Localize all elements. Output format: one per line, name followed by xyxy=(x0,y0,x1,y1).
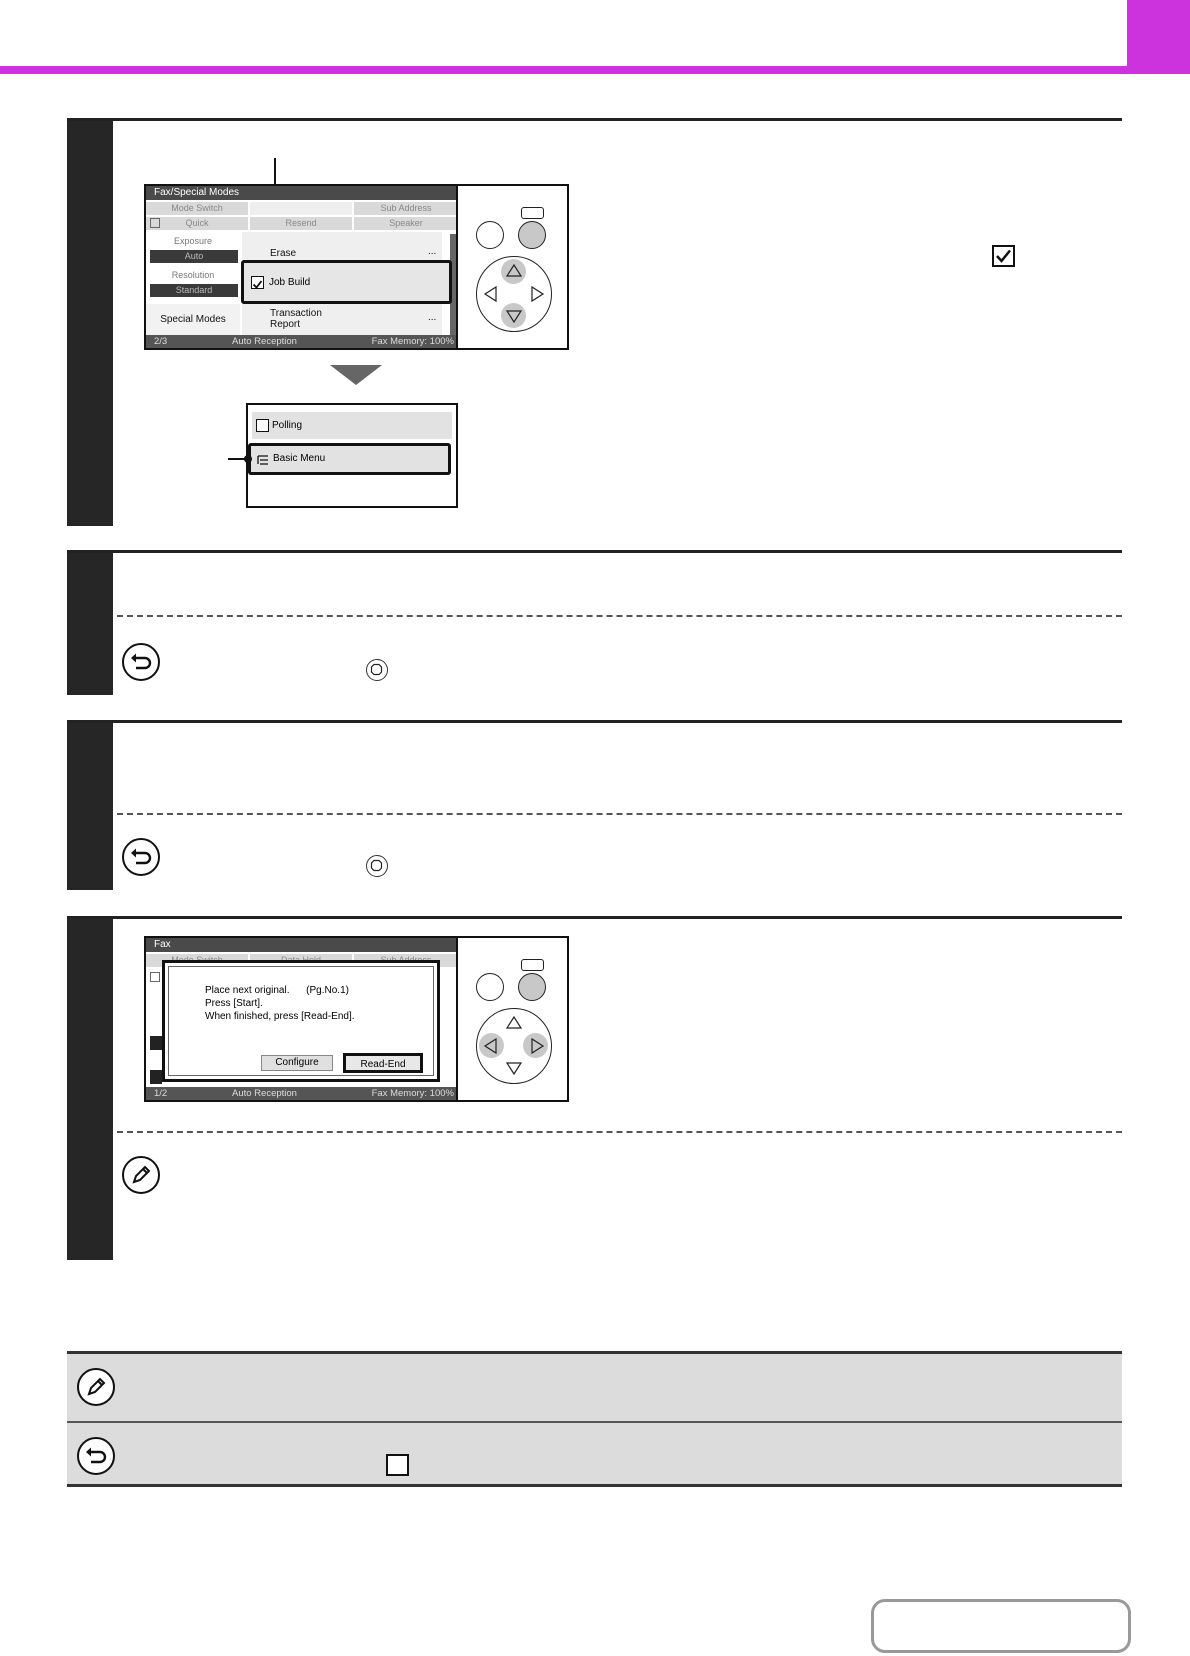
job-build-highlight[interactable] xyxy=(241,260,452,304)
configure-button[interactable]: Configure xyxy=(261,1055,333,1071)
contents-button[interactable] xyxy=(871,1599,1131,1653)
step-2-number-bar xyxy=(67,553,113,695)
address-book-icon xyxy=(150,218,160,228)
status-memory: Fax Memory: 100% xyxy=(371,336,454,347)
return-arrow-icon xyxy=(77,1437,115,1475)
left-dark-block xyxy=(150,1070,162,1084)
step-2-divider xyxy=(117,615,1122,617)
transaction-ellipsis: ... xyxy=(428,312,437,323)
operation-keypad xyxy=(456,184,569,350)
resend-tab[interactable]: Resend xyxy=(250,217,352,230)
basic-menu-label: Basic Menu xyxy=(273,453,326,464)
step-4-number-bar xyxy=(67,919,113,1260)
special-modes-button[interactable]: Special Modes xyxy=(146,304,240,336)
cancel-note-bar xyxy=(67,1421,1122,1487)
direction-pad[interactable] xyxy=(476,1008,552,1084)
erase-ellipsis: ... xyxy=(428,246,437,257)
checkbox-empty-icon xyxy=(256,419,269,432)
ok-key[interactable] xyxy=(518,973,546,1001)
dialog-line-3: When finished, press [Read-End]. xyxy=(205,1011,355,1022)
menu-key[interactable] xyxy=(521,207,544,219)
status-memory: Fax Memory: 100% xyxy=(371,1088,454,1099)
left-dark-block xyxy=(150,1036,162,1050)
next-original-dialog xyxy=(162,960,440,1082)
step-2 xyxy=(67,550,1122,695)
header-accent-bar xyxy=(0,66,1190,74)
checkbox-empty-icon xyxy=(386,1454,409,1476)
basic-menu-icon xyxy=(257,454,269,466)
panel-title: Fax/Special Modes xyxy=(146,186,456,200)
status-reception: Auto Reception xyxy=(232,1088,297,1099)
panel-title: Fax xyxy=(146,938,456,952)
ok-key[interactable] xyxy=(518,221,546,249)
arrow-down-indicator xyxy=(330,365,382,385)
status-reception: Auto Reception xyxy=(232,336,297,347)
polling-item[interactable] xyxy=(252,412,452,439)
exposure-label: Exposure xyxy=(173,236,213,246)
status-bar xyxy=(146,335,456,348)
dialog-line-2: Press [Start]. xyxy=(205,998,263,1009)
job-build-label: Job Build xyxy=(269,277,311,288)
quick-tab[interactable]: Quick xyxy=(146,217,248,230)
step-3 xyxy=(67,720,1122,890)
checkbox-checked-icon xyxy=(251,276,264,289)
mode-switch-tab[interactable]: Mode Switch xyxy=(146,202,248,215)
clear-key[interactable] xyxy=(476,221,504,249)
return-arrow-icon xyxy=(122,838,160,876)
blank-tab[interactable] xyxy=(250,202,352,215)
status-page: 1/2 xyxy=(154,1088,168,1099)
note-bar xyxy=(67,1351,1122,1421)
pencil-note-icon xyxy=(77,1368,115,1406)
sub-address-tab[interactable]: Sub Address xyxy=(354,202,458,215)
resolution-label: Resolution xyxy=(171,270,215,280)
stop-button-icon xyxy=(366,659,388,681)
step-4-divider xyxy=(117,1131,1122,1133)
pencil-note-icon xyxy=(122,1156,160,1194)
clear-key[interactable] xyxy=(476,973,504,1001)
erase-item[interactable]: Erase xyxy=(270,248,297,259)
return-arrow-icon xyxy=(122,643,160,681)
dialog-line-1: Place next original. (Pg.No.1) xyxy=(205,985,349,996)
arrows-icon xyxy=(476,1008,552,1084)
header-accent-tab xyxy=(1127,0,1190,74)
direction-pad[interactable] xyxy=(476,256,552,332)
callout-dot-basic-menu xyxy=(244,455,252,463)
address-book-icon xyxy=(150,972,160,982)
stop-button-icon xyxy=(366,855,388,877)
transaction-report-item[interactable]: Transaction Report xyxy=(270,308,322,330)
step-3-number-bar xyxy=(67,723,113,890)
step-3-divider xyxy=(117,813,1122,815)
read-end-button[interactable]: Read-End xyxy=(343,1053,423,1073)
speaker-tab[interactable]: Speaker xyxy=(354,217,458,230)
menu-key[interactable] xyxy=(521,959,544,971)
polling-label: Polling xyxy=(272,420,303,431)
status-bar xyxy=(146,1087,456,1100)
step-1-number-bar xyxy=(67,121,113,526)
operation-keypad xyxy=(456,936,569,1102)
resolution-value[interactable]: Standard xyxy=(150,284,238,297)
basic-menu-highlight[interactable] xyxy=(248,443,451,475)
exposure-value[interactable]: Auto xyxy=(150,250,238,263)
checkbox-checked-icon xyxy=(992,245,1015,267)
status-page: 2/3 xyxy=(154,336,168,347)
arrows-icon xyxy=(476,256,552,332)
